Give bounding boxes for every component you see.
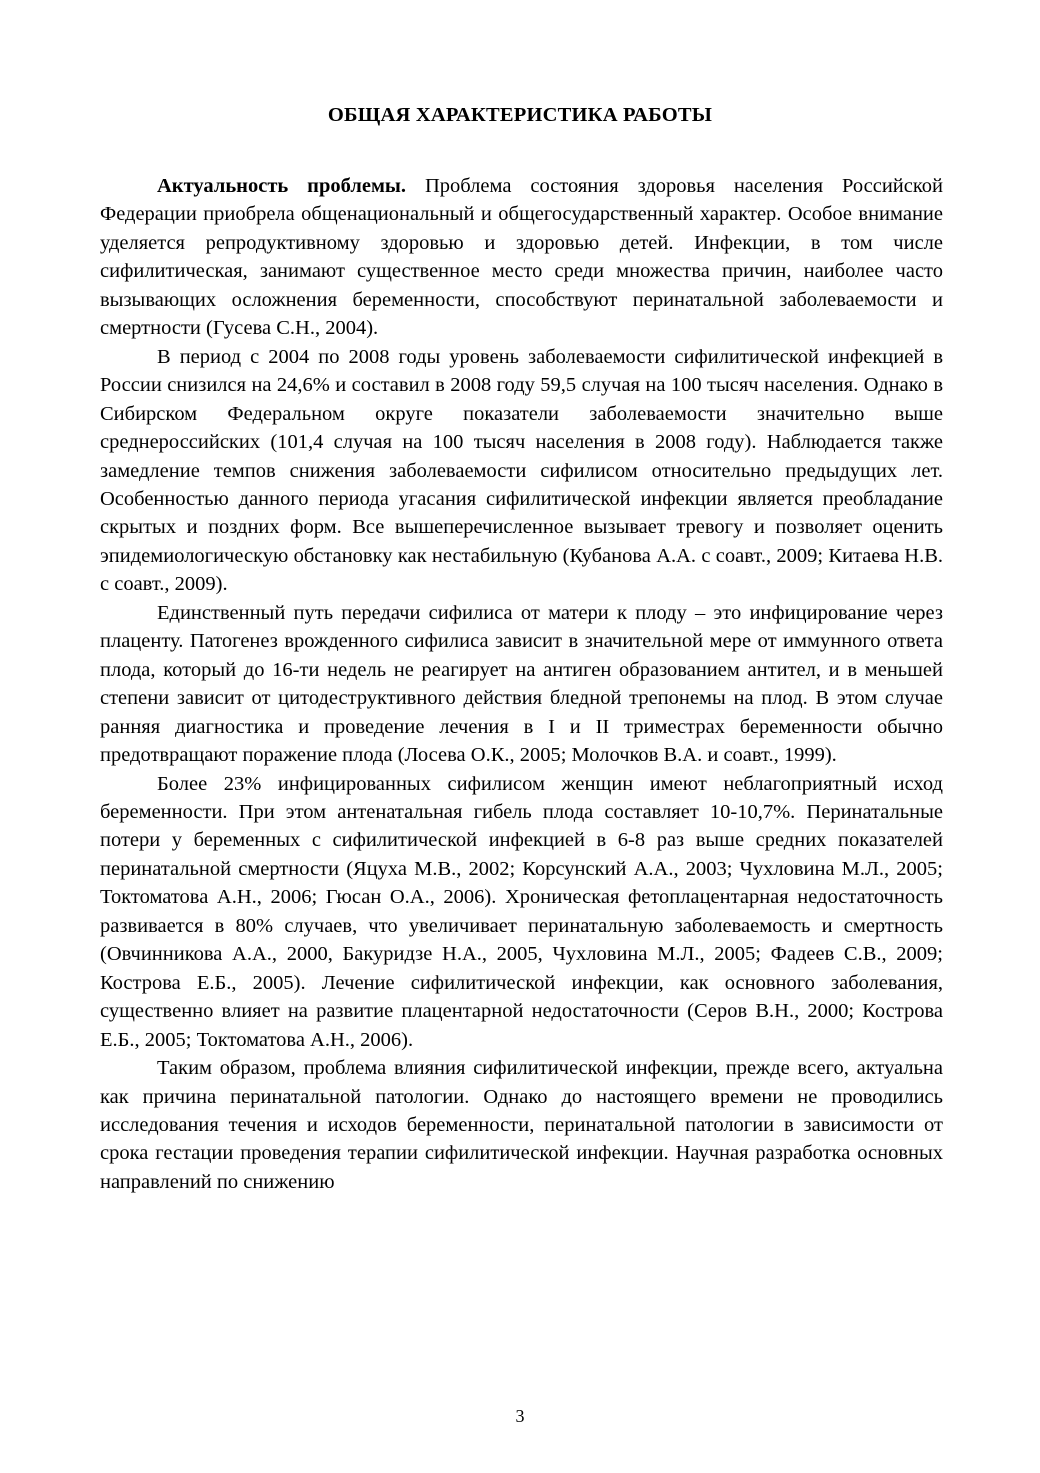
paragraph-lead-heading: Актуальность проблемы. [157,175,407,197]
paragraph-conclusion: Таким образом, проблема влияния сифилитической инфекции, прежде всего, актуальна как причина перинатальной патологии. Однако до настоящего времени не проводились исследования течения и исходов беременности, перинатальной патологии в зависимости от срока гестации проведения терапии сифилитической инфекции. Научная разработка основных направлений по снижению [100,1057,943,1193]
paragraph-incidence: В период с 2004 по 2008 годы уровень заболеваемости сифилитической инфекцией в России снизился на 24,6% и составил в 2008 году 59,5 случая на 100 тысяч населения. Однако в Сибирском Федеральном округе показатели заболеваемости значительно выше среднероссийских (101,4 случая на 100 тысяч населения в 2008 году). Наблюдается также замедление темпов снижения заболеваемости сифилисом относительно предыдущих лет. Особенностью данного периода угасания сифилитической инфекции является преобладание скрытых и поздних форм. Все вышеперечисленное вызывает тревогу и позволяет оценить эпидемиологическую обстановку как нестабильную (Кубанова А.А. с соавт., 2009; Китаева Н.В. с соавт., 2009). [100,345,943,596]
document-body [100,172,943,1196]
paragraph-text: Проблема состояния здоровья населения Российской Федерации приобрела общенациональный и общегосударственный характер. Особое внимание уделяется репродуктивному здоровью и здоровью детей. Инфекции, в том числе сифилитическая, занимают существенное место среди множества причин, наиболее часто вызывающих осложнения беременности, способствуют перинатальной заболеваемости и смертности (Гусева С.Н., 2004). [100,175,943,340]
paragraph-outcomes: Более 23% инфицированных сифилисом женщин имеют неблагоприятный исход беременности. При этом антенатальная гибель плода составляет 10-10,7%. Перинатальные потери у беременных с сифилитической инфекцией в 6-8 раз выше средних показателей перинатальной смертности (Яцуха М.В., 2002; Корсунский А.А., 2003; Чухловина М.Л., 2005; Токтоматова А.Н., 2006; Гюсан О.А., 2006). Хроническая фетоплацентарная недостаточность развивается в 80% случаев, что увеличивает перинатальную заболеваемость и смертность (Овчинникова А.А., 2000, Бакуридзе Н.А., 2005, Чухловина М.Л., 2005; Фадеев С.В., 2009; Кострова Е.Б., 2005). Лечение сифилитической инфекции, как основного заболевания, существенно влияет на развитие плацентарной недостаточности (Серов В.Н., 2000; Кострова Е.Б., 2005; Токтоматова А.Н., 2006). [100,772,943,1051]
paragraph-relevance [100,172,943,343]
page-number: 3 [515,1406,525,1426]
paragraph-transmission: Единственный путь передачи сифилиса от матери к плоду – это инфицирование через плаценту. Патогенез врожденного сифилиса зависит в значительной мере от иммунного ответа плода, который до 16-ти недель не реагирует на антиген образованием антител, и в меньшей степени зависит от цитодеструктивного действия бледной трепонемы на плод. В этом случае ранняя диагностика и проведение лечения в I и II триместрах беременности обычно предотвращают поражение плода (Лосева О.К., 2005; Молочков В.А. и соавт., 1999). [100,601,943,767]
document-title: ОБЩАЯ ХАРАКТЕРИСТИКА РАБОТЫ [327,104,713,126]
